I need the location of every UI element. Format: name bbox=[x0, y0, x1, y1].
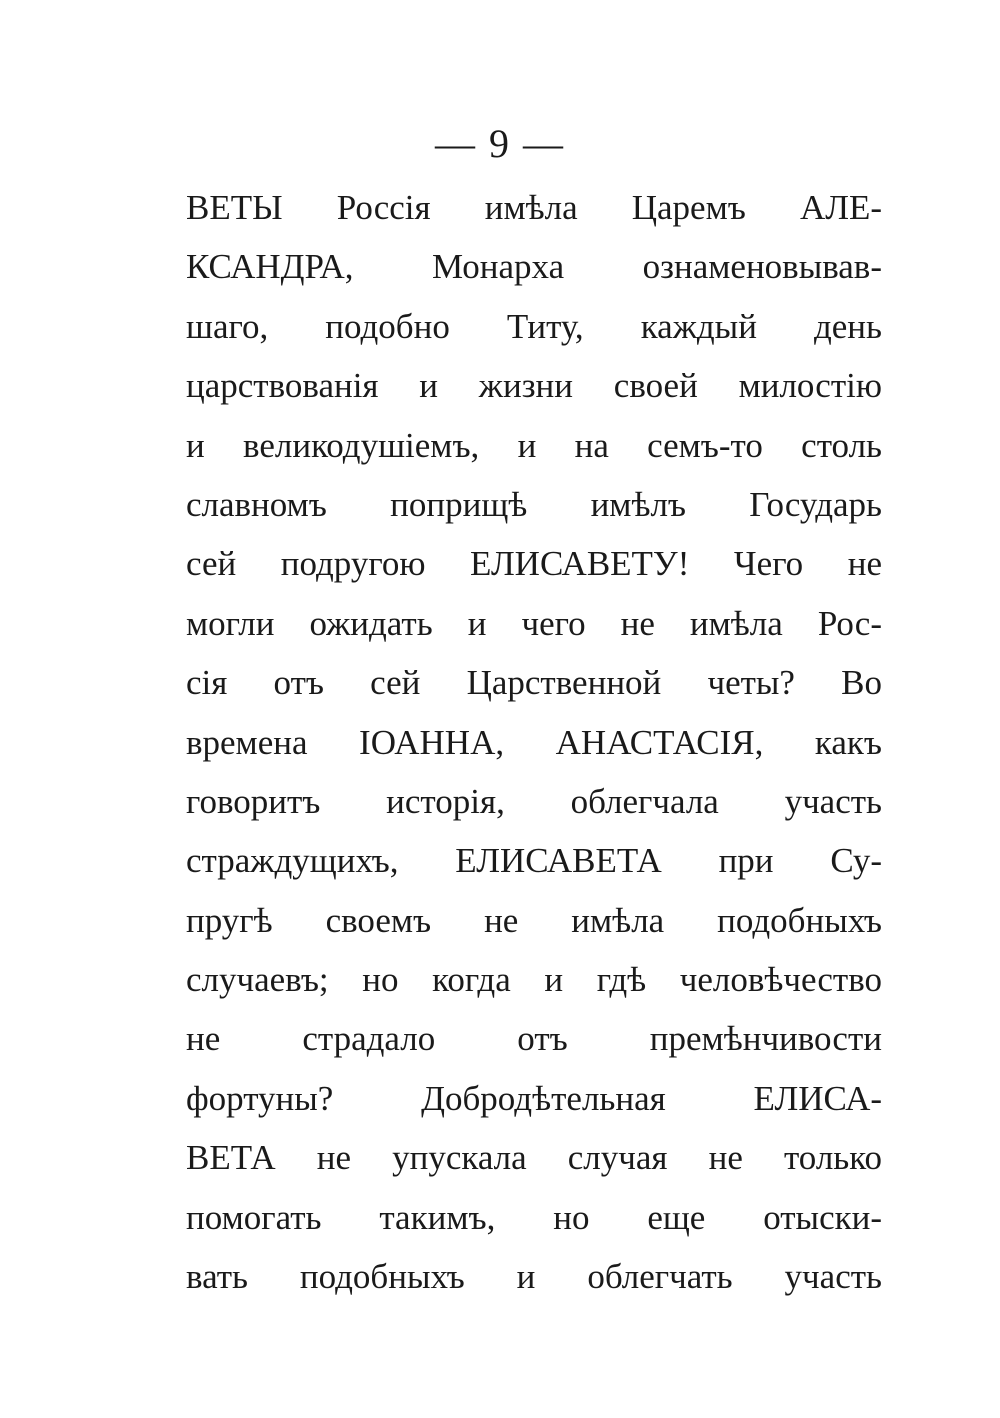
text-line: случаевъ; но когда и гдѣ человѣчество bbox=[186, 960, 882, 1000]
text-line: говоритъ исторія, облегчала участь bbox=[186, 781, 882, 821]
text-line: шаго, подобно Титу, каждый день bbox=[186, 306, 882, 346]
page-number: — 9 — bbox=[435, 121, 565, 166]
text-line: и великодушіемъ, и на семъ-то столь bbox=[186, 425, 882, 465]
text-line: славномъ поприщѣ имѣлъ Государь bbox=[186, 484, 882, 524]
text-line: могли ожидать и чего не имѣла Рос- bbox=[186, 603, 882, 643]
text-line: пругѣ своемъ не имѣла подобныхъ bbox=[186, 900, 882, 940]
text-line: страждущихъ, ЕЛИСАВЕТА при Су- bbox=[186, 841, 882, 881]
text-line: сія отъ сей Царственной четы? Во bbox=[186, 663, 882, 703]
text-line: сей подругою ЕЛИСАВЕТУ! Чего не bbox=[186, 544, 882, 584]
text-line: вать подобныхъ и облегчать участь bbox=[186, 1257, 882, 1297]
text-line: КСАНДРА, Монарха ознаменовывав- bbox=[186, 247, 882, 287]
text-line: ВЕТЫ Россія имѣла Царемъ АЛЕ- bbox=[186, 188, 882, 227]
text-line: царствованія и жизни своей милостію bbox=[186, 366, 882, 406]
body-text bbox=[186, 178, 882, 1306]
text-line: времена ІОАННА, АНАСТАСІЯ, какъ bbox=[186, 722, 882, 762]
text-line: помогать такимъ, но еще отыски- bbox=[186, 1197, 882, 1237]
text-line: ВЕТА не упускала случая не только bbox=[186, 1138, 882, 1178]
text-line: не страдало отъ премѣнчивости bbox=[186, 1019, 882, 1059]
text-line: фортуны? Добродѣтельная ЕЛИСА- bbox=[186, 1078, 882, 1118]
